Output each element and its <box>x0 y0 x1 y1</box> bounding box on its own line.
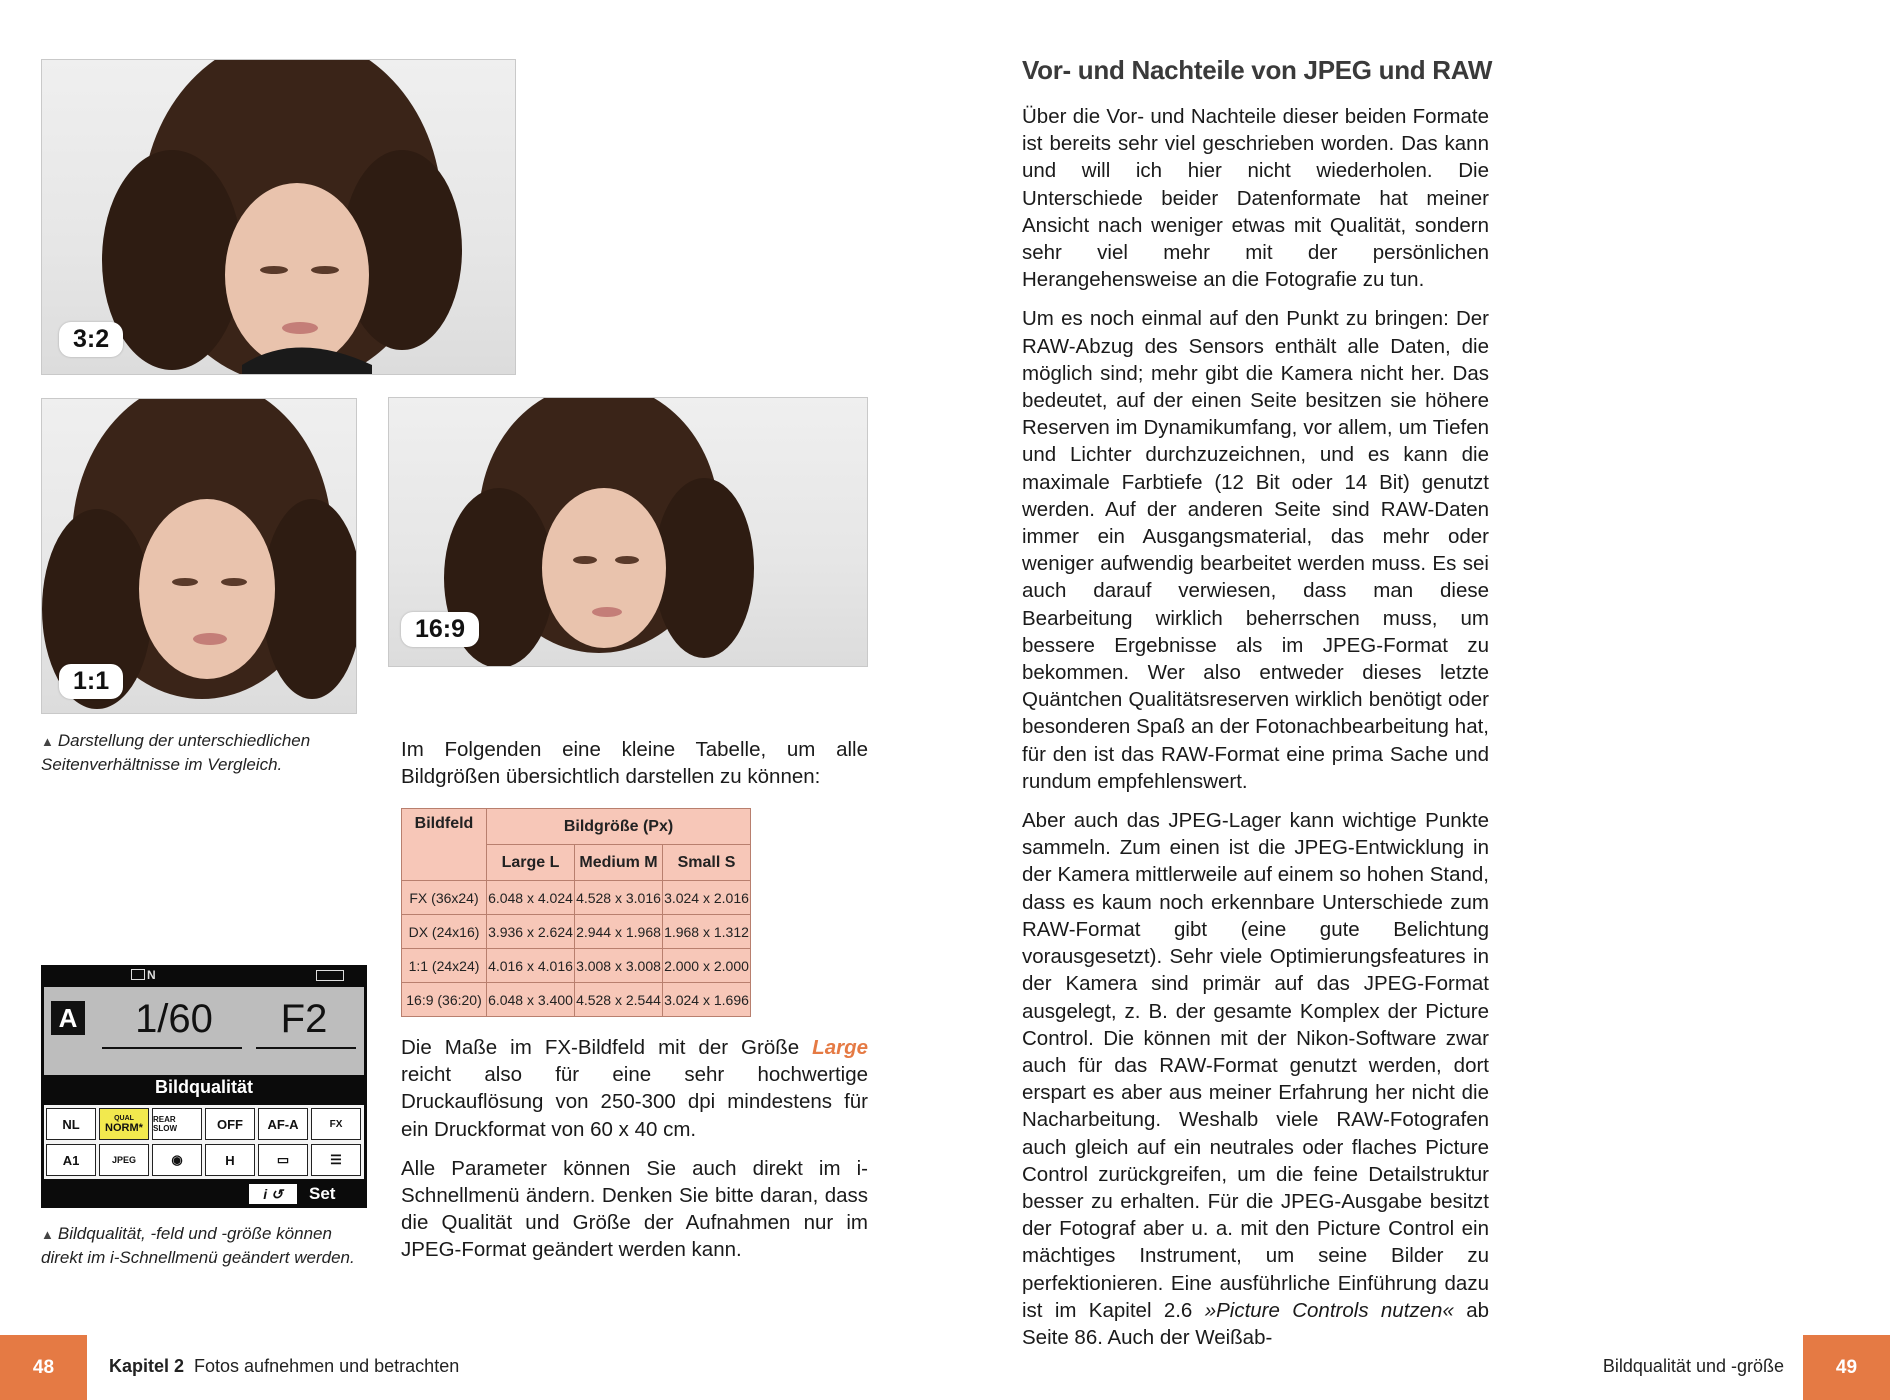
exposure-display <box>44 987 364 1075</box>
quick-menu-image-area[interactable]: FX <box>311 1108 361 1140</box>
cell-field: DX (24x16) <box>402 915 487 949</box>
fx-text-after: reicht also für eine sehr hochwertige Druckauflösung von 250-300 dpi mindestens für ein Druckformat von 60 x 40 cm. <box>401 1063 868 1141</box>
subheader-small: Small S <box>663 845 751 881</box>
section-footer-title: Bildqualität und -größe <box>1602 1356 1784 1376</box>
info-back-button[interactable]: i ↺ <box>249 1184 297 1204</box>
paragraph-3-end: ab Seite 86. Auch der Weißab- <box>1022 1298 1490 1349</box>
table-row <box>402 881 751 915</box>
chapter-footer <box>109 1356 459 1377</box>
quick-menu-picture-control[interactable]: NL <box>46 1108 96 1140</box>
top-icon-label: N <box>147 968 156 982</box>
cell-field: FX (36x24) <box>402 881 487 915</box>
caption-text: Bildqualität, -feld und -größe können direkt im i-Schnellmenü geändert werden. <box>41 1224 355 1267</box>
quick-menu-grid <box>44 1105 364 1179</box>
quick-menu-wifi[interactable]: OFF <box>205 1108 255 1140</box>
cell-large: 4.016 x 4.016 <box>487 949 575 983</box>
table-row <box>402 915 751 949</box>
cell-small: 2.000 x 2.000 <box>663 949 751 983</box>
portrait-photo-3-2 <box>41 59 516 375</box>
table-header-row <box>402 809 751 845</box>
cell-small: 3.024 x 1.696 <box>663 983 751 1017</box>
cell-medium: 3.008 x 3.008 <box>575 949 663 983</box>
header-bildfeld: Bildfeld <box>402 809 487 881</box>
af-area-icon <box>131 969 145 980</box>
cell-medium: 2.944 x 1.968 <box>575 915 663 949</box>
shutter-speed: 1/60 <box>135 997 213 1041</box>
paragraph-3 <box>1022 807 1489 1351</box>
params-paragraph: Alle Parameter können Sie auch direkt im i-Schnellmenü ändern. Denken Sie bitte daran, dass die Qualität und Größe der Aufnahmen nur im JPEG-Format geändert werden kann. <box>401 1156 868 1262</box>
mode-badge: A <box>51 1001 85 1035</box>
menu-title: Bildqualität <box>155 1077 253 1097</box>
fx-size-paragraph <box>401 1034 868 1143</box>
qual-small-label: QUAL <box>114 1114 134 1122</box>
ratio-badge-1-1: 1:1 <box>59 664 123 699</box>
portrait-photo-16-9 <box>388 397 868 667</box>
cell-small: 3.024 x 2.016 <box>663 881 751 915</box>
table-row <box>402 949 751 983</box>
quick-menu-af-area[interactable]: ▭ <box>258 1144 308 1176</box>
quick-menu-image-size[interactable]: JPEG <box>99 1144 149 1176</box>
fx-size-text <box>401 1034 868 1276</box>
caption-camera <box>41 1222 361 1269</box>
triangle-up-icon: ▲ <box>41 1227 54 1242</box>
chapter-label: Kapitel 2 <box>109 1356 185 1376</box>
cell-large: 6.048 x 4.024 <box>487 881 575 915</box>
frame-top-bar <box>41 965 367 987</box>
header-bildgroesse: Bildgröße (Px) <box>487 809 751 845</box>
quick-menu-custom[interactable]: ☰ <box>311 1144 361 1176</box>
quick-menu-flash[interactable]: REAR SLOW <box>152 1108 202 1140</box>
cell-small: 1.968 x 1.312 <box>663 915 751 949</box>
chapter-title: Fotos aufnehmen und betrachten <box>194 1356 460 1376</box>
ratio-badge-16-9: 16:9 <box>401 612 479 647</box>
cell-large: 6.048 x 3.400 <box>487 983 575 1017</box>
caption-text: Darstellung der unterschiedlichen Seitenverhältnisse im Vergleich. <box>41 731 311 774</box>
quick-menu-white-balance[interactable]: A1 <box>46 1144 96 1176</box>
cell-field: 1:1 (24x24) <box>402 949 487 983</box>
fx-text-before: Die Maße im FX-Bildfeld mit der Größe <box>401 1036 813 1059</box>
aperture-value: F2 <box>280 997 328 1041</box>
set-button-label[interactable]: Set <box>309 1184 336 1203</box>
page-number-right: 49 <box>1803 1335 1890 1400</box>
cell-large: 3.936 x 2.624 <box>487 915 575 949</box>
camera-lcd-screen <box>41 965 367 1208</box>
paragraph-3-text: Aber auch das JPEG-Lager kann wichtige Punkte sammeln. Zum einen ist die JPEG-Entwicklung in der Kamera mittlerweile auf einem so hohen Stand, dass es kaum noch erkennbare Unterschiede zum RAW-Format gibt (eine gute Belichtung vorausgesetzt). Sehr viele Optimierungsfeatures in der Kamera sind primär auf das JPEG-Format ausgelegt, z. B. der gesamte Komplex der Picture Control. Die können mit der Nikon-Software zwar auch für das RAW-Format genutzt werden, dort erspart es aber aus meiner Erfahrung her nicht die Nacharbeitung. Weshalb viele RAW-Fotografen auch gleich auf ein neutrales oder flaches Picture Control zurückgreifen, um die feine Detailstruktur besser zu erhalten. Für die JPEG-Ausgabe besitzt der Fotograf aber u. a. mit den Picture Control ein mächtiges Instrument, um seine Bilder zu perfektionieren. Eine ausführliche Einführung dazu ist im Kapitel 2.6 <box>1022 809 1489 1322</box>
right-body-text <box>1022 103 1489 1363</box>
quick-menu-release-mode[interactable]: H <box>205 1144 255 1176</box>
section-heading: Vor- und Nachteile von JPEG und RAW <box>1022 55 1493 85</box>
cell-medium: 4.528 x 3.016 <box>575 881 663 915</box>
triangle-up-icon: ▲ <box>41 734 54 749</box>
intro-text: Im Folgenden eine kleine Tabelle, um alle Bildgrößen übersichtlich darstellen zu können: <box>401 738 868 789</box>
subheader-medium: Medium M <box>575 845 663 881</box>
paragraph-2: Um es noch einmal auf den Punkt zu bringen: Der RAW-Abzug des Sensors enthält alle Daten, die möglich sind; mehr gibt die Kamera nicht her. Das bedeutet, auf der einen Seite besitzen sie höhere Reserven im Dynamikumfang, vor allem, um Tiefen und Lichter durchzuzeichnen, und es kann die maximale Farbtiefe (12 Bit oder 14 Bit) genutzt werden. Auf der anderen Seite sind RAW-Daten immer ein Ausgangsmaterial, das mehr oder weniger aufwendig bearbeitet werden muss. Es sei auch darauf verwiesen, dass man diese Bearbeitung wirklich beherrschen muss, um bessere Ergebnisse als im JPEG-Format zu bekommen. Wer also entweder dieses letzte Quäntchen Qualitätsreserven wirklich benötigt oder besonderen Spaß an der Fotonachbearbeitung hat, für den ist das RAW-Format eine prima Sache und rundum empfehlenswert. <box>1022 307 1489 793</box>
ratio-badge-3-2: 3:2 <box>59 322 123 357</box>
table-row <box>402 983 751 1017</box>
battery-icon <box>316 970 344 981</box>
quick-menu-image-quality[interactable] <box>99 1108 149 1140</box>
cell-field: 16:9 (36:20) <box>402 983 487 1017</box>
image-size-table <box>401 808 751 1017</box>
qual-value: NORM* <box>105 1121 143 1134</box>
paragraph-1: Über die Vor- und Nachteile dieser beiden Formate ist bereits sehr viel geschrieben worden. Das kann und will ich hier nicht wiederholen. Die Unterschiede beider Datenformate hat meiner Ansicht nach weniger etwas mit Qualität, sondern sehr viel mehr mit der persönlichen Herangehensweise an die Fotografie zu tun. <box>1022 105 1489 292</box>
quick-menu-af-mode[interactable]: AF-A <box>258 1108 308 1140</box>
cell-medium: 4.528 x 2.544 <box>575 983 663 1017</box>
underline-aperture <box>256 1047 356 1049</box>
large-highlight: Large <box>812 1036 868 1059</box>
portrait-photo-1-1 <box>41 398 357 714</box>
caption-aspect-ratios <box>41 729 341 776</box>
subheader-large: Large L <box>487 845 575 881</box>
quick-menu-metering[interactable]: ◉ <box>152 1144 202 1176</box>
underline-shutter <box>102 1047 242 1049</box>
picture-control-reference: »Picture Controls nutzen« <box>1204 1298 1454 1322</box>
page-number-left: 48 <box>0 1335 87 1400</box>
